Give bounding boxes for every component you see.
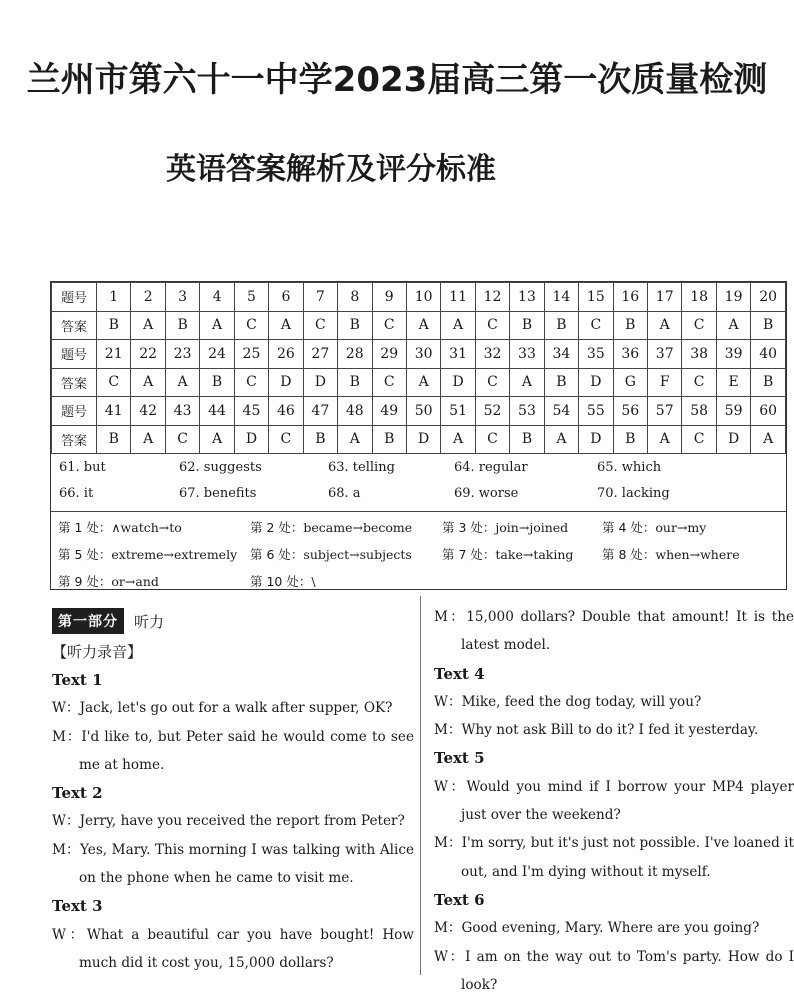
question-number-label: 题号	[52, 397, 97, 426]
question-number-cell: 11	[441, 283, 475, 312]
question-number-cell: 7	[303, 283, 337, 312]
question-number-cell: 39	[716, 340, 750, 369]
question-number-cell: 23	[165, 340, 199, 369]
answer-cell: B	[544, 311, 578, 340]
answer-label: 答案	[52, 368, 97, 397]
answer-cell: A	[269, 311, 303, 340]
answer-cell: C	[475, 425, 509, 454]
answer-cell: C	[165, 425, 199, 454]
question-number-cell: 47	[303, 397, 337, 426]
question-number-cell: 6	[269, 283, 303, 312]
question-number-cell: 26	[269, 340, 303, 369]
answer-cell: A	[648, 425, 682, 454]
question-number-cell: 22	[131, 340, 165, 369]
transcript-heading: 【听力录音】	[52, 643, 143, 661]
fill-answer: 62. suggests	[179, 460, 262, 475]
question-number-cell: 54	[544, 397, 578, 426]
answer-row	[52, 368, 786, 397]
question-number-cell: 32	[475, 340, 509, 369]
question-number-cell: 18	[682, 283, 716, 312]
answer-label: 答案	[52, 425, 97, 454]
answer-cell: D	[234, 425, 268, 454]
question-number-cell: 37	[648, 340, 682, 369]
correction-item: 第 1 处：∧watch→to	[58, 520, 182, 535]
answer-cell: A	[131, 425, 165, 454]
answer-cell: B	[165, 311, 199, 340]
dialogue-line: M：15,000 dollars? Double that amount! It is the latest model.	[434, 609, 794, 654]
answer-cell: A	[544, 425, 578, 454]
answer-cell: C	[303, 311, 337, 340]
answer-cell: C	[234, 368, 268, 397]
question-number-cell: 38	[682, 340, 716, 369]
answer-cell: B	[97, 311, 131, 340]
answer-cell: B	[372, 425, 406, 454]
question-number-row	[52, 397, 786, 426]
error-correction-answers	[51, 512, 786, 597]
question-number-cell: 34	[544, 340, 578, 369]
question-number-cell: 9	[372, 283, 406, 312]
question-number-cell: 41	[97, 397, 131, 426]
question-number-cell: 21	[97, 340, 131, 369]
question-number-cell: 51	[441, 397, 475, 426]
question-number-cell: 27	[303, 340, 337, 369]
answer-label: 答案	[52, 311, 97, 340]
answer-cell: B	[97, 425, 131, 454]
text-title: Text 4	[434, 664, 485, 683]
correction-item: 第 7 处：take→taking	[442, 547, 574, 562]
answer-cell: B	[338, 368, 372, 397]
answer-cell: C	[372, 311, 406, 340]
fill-answer: 70. lacking	[597, 486, 670, 501]
question-number-cell: 60	[751, 397, 786, 426]
question-number-cell: 28	[338, 340, 372, 369]
answer-cell: C	[579, 311, 613, 340]
question-number-cell: 55	[579, 397, 613, 426]
fill-answer: 61. but	[59, 460, 106, 475]
answer-cell: B	[338, 311, 372, 340]
answer-cell: A	[751, 425, 786, 454]
question-number-cell: 13	[510, 283, 544, 312]
text-title: Text 3	[52, 897, 103, 916]
answer-cell: A	[131, 311, 165, 340]
answer-cell: D	[579, 425, 613, 454]
question-number-cell: 10	[406, 283, 440, 312]
correction-item: 第 6 处：subject→subjects	[250, 547, 412, 562]
answer-cell: A	[441, 311, 475, 340]
question-number-label: 题号	[52, 283, 97, 312]
question-number-cell: 17	[648, 283, 682, 312]
question-number-label: 题号	[52, 340, 97, 369]
answer-cell: A	[406, 311, 440, 340]
dialogue-line: M：I'm sorry, but it's just not possible. I've loaned it out, and I'm dying without it myself.	[434, 835, 794, 880]
answer-cell: C	[475, 311, 509, 340]
exam-title: 兰州市第六十一中学2023届高三第一次质量检测	[26, 60, 768, 100]
answer-cell: A	[131, 368, 165, 397]
text-title: Text 6	[434, 890, 485, 909]
answer-cell: E	[716, 368, 750, 397]
answer-cell: D	[716, 425, 750, 454]
question-number-cell: 4	[200, 283, 234, 312]
fill-answer: 63. telling	[328, 460, 395, 475]
dialogue-line: W：Jerry, have you received the report from Peter?	[52, 813, 405, 830]
dialogue-line: M：I'd like to, but Peter said he would come to see me at home.	[52, 728, 414, 773]
fill-answer: 66. it	[59, 486, 94, 501]
question-number-cell: 56	[613, 397, 647, 426]
answer-cell: B	[751, 311, 786, 340]
answer-cell: C	[269, 425, 303, 454]
fill-blank-answers	[51, 454, 786, 512]
question-number-cell: 36	[613, 340, 647, 369]
answer-cell: C	[234, 311, 268, 340]
dialogue-line: M：Good evening, Mary. Where are you going?	[434, 920, 760, 937]
question-number-cell: 14	[544, 283, 578, 312]
answer-cell: A	[648, 311, 682, 340]
answer-cell: B	[613, 311, 647, 340]
answer-row	[52, 425, 786, 454]
fill-answer: 69. worse	[454, 486, 519, 501]
question-number-cell: 58	[682, 397, 716, 426]
answer-cell: A	[338, 425, 372, 454]
question-number-cell: 35	[579, 340, 613, 369]
question-number-cell: 15	[579, 283, 613, 312]
answer-cell: C	[97, 368, 131, 397]
question-number-cell: 53	[510, 397, 544, 426]
question-number-cell: 48	[338, 397, 372, 426]
question-number-cell: 57	[648, 397, 682, 426]
question-number-cell: 45	[234, 397, 268, 426]
fill-answer: 67. benefits	[179, 486, 257, 501]
question-number-cell: 1	[97, 283, 131, 312]
answer-cell: D	[303, 368, 337, 397]
answer-key-box	[50, 281, 787, 590]
listening-right-column	[434, 603, 794, 999]
answer-cell: B	[510, 425, 544, 454]
part-badge: 第一部分	[52, 608, 124, 634]
question-number-cell: 59	[716, 397, 750, 426]
question-number-cell: 42	[131, 397, 165, 426]
part-name: 听力	[134, 612, 165, 631]
listening-left-column	[52, 608, 414, 977]
question-number-row	[52, 340, 786, 369]
question-number-row	[52, 283, 786, 312]
answer-cell: C	[475, 368, 509, 397]
answer-cell: B	[510, 311, 544, 340]
question-number-cell: 49	[372, 397, 406, 426]
question-number-cell: 52	[475, 397, 509, 426]
fill-answer: 68. a	[328, 486, 361, 501]
dialogue-line: W：Jack, let's go out for a walk after supper, OK?	[52, 700, 393, 717]
dialogue-line: W：What a beautiful car you have bought! How much did it cost you, 15,000 dollars?	[52, 926, 414, 971]
question-number-cell: 29	[372, 340, 406, 369]
answer-cell: A	[441, 425, 475, 454]
question-number-cell: 8	[338, 283, 372, 312]
answer-cell: A	[200, 311, 234, 340]
answer-cell: B	[303, 425, 337, 454]
answer-cell: A	[716, 311, 750, 340]
answer-key-subtitle: 英语答案解析及评分标准	[166, 152, 496, 187]
answer-cell: D	[269, 368, 303, 397]
question-number-cell: 20	[751, 283, 786, 312]
answer-cell: A	[200, 425, 234, 454]
correction-item: 第 3 处：join→joined	[442, 520, 569, 535]
correction-item: 第 2 处：became→become	[250, 520, 413, 535]
dialogue-line: W：Would you mind if I borrow your MP4 player just over the weekend?	[434, 778, 794, 824]
question-number-cell: 5	[234, 283, 268, 312]
answer-cell: D	[579, 368, 613, 397]
question-number-cell: 19	[716, 283, 750, 312]
answer-cell: G	[613, 368, 647, 397]
fill-answer: 65. which	[597, 460, 662, 475]
question-number-cell: 12	[475, 283, 509, 312]
question-number-cell: 40	[751, 340, 786, 369]
question-number-cell: 31	[441, 340, 475, 369]
answer-cell: D	[406, 425, 440, 454]
correction-item: 第 5 处：extreme→extremely	[58, 547, 238, 562]
dialogue-line: W：I am on the way out to Tom's party. How do I look?	[434, 948, 794, 993]
answer-cell: F	[648, 368, 682, 397]
answer-row	[52, 311, 786, 340]
answer-cell: B	[200, 368, 234, 397]
question-number-cell: 24	[200, 340, 234, 369]
answer-cell: D	[441, 368, 475, 397]
question-number-cell: 46	[269, 397, 303, 426]
answer-cell: C	[682, 311, 716, 340]
question-number-cell: 16	[613, 283, 647, 312]
question-number-cell: 2	[131, 283, 165, 312]
question-number-cell: 33	[510, 340, 544, 369]
answer-cell: C	[372, 368, 406, 397]
answer-cell: B	[751, 368, 786, 397]
part-heading	[52, 608, 414, 634]
question-number-cell: 50	[406, 397, 440, 426]
question-number-cell: 43	[165, 397, 199, 426]
question-number-cell: 3	[165, 283, 199, 312]
correction-item: 第 10 处：\	[250, 574, 316, 589]
correction-item: 第 9 处：or→and	[58, 574, 159, 589]
answer-cell: A	[406, 368, 440, 397]
answer-grid	[51, 282, 786, 454]
text-title: Text 5	[434, 749, 485, 768]
dialogue-line: W：Mike, feed the dog today, will you?	[434, 693, 702, 710]
text-title: Text 1	[52, 671, 103, 689]
fill-answer: 64. regular	[454, 460, 528, 475]
dialogue-line: M：Why not ask Bill to do it? I fed it yesterday.	[434, 722, 759, 739]
correction-item: 第 8 处：when→where	[602, 547, 740, 562]
answer-cell: A	[510, 368, 544, 397]
answer-cell: B	[544, 368, 578, 397]
question-number-cell: 30	[406, 340, 440, 369]
correction-item: 第 4 处：our→my	[602, 520, 707, 535]
answer-cell: A	[165, 368, 199, 397]
question-number-cell: 44	[200, 397, 234, 426]
answer-cell: B	[613, 425, 647, 454]
text-title: Text 2	[52, 784, 103, 803]
answer-cell: C	[682, 368, 716, 397]
dialogue-line: M：Yes, Mary. This morning I was talking with Alice on the phone when he came to visit me.	[52, 841, 414, 887]
question-number-cell: 25	[234, 340, 268, 369]
column-divider	[420, 596, 421, 975]
answer-cell: C	[682, 425, 716, 454]
